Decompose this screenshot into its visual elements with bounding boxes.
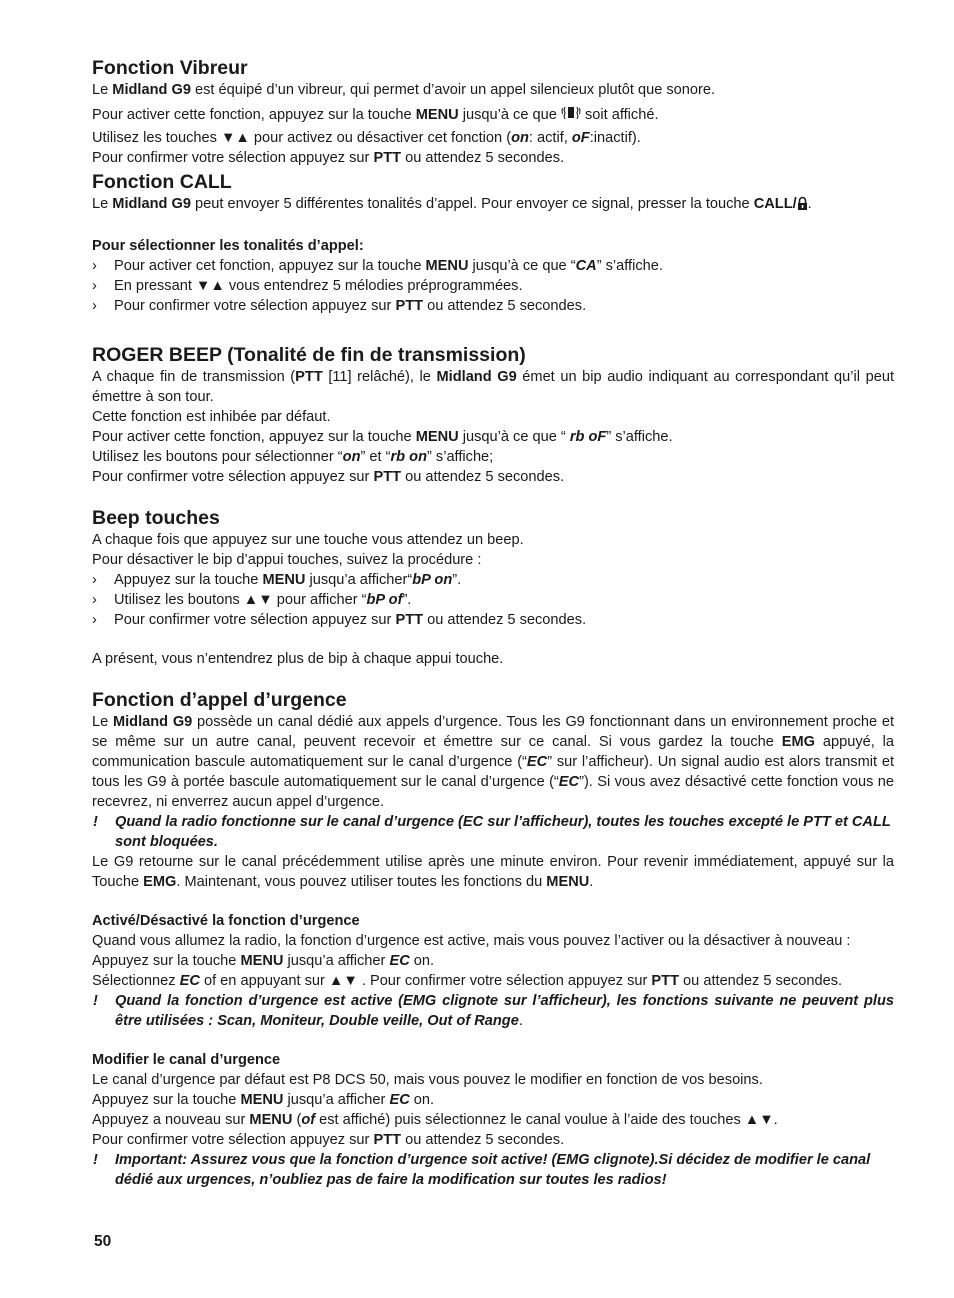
urgence-text-4: Appuyez sur la touche MENU jusqu’a afficher EC on. <box>92 953 435 969</box>
vibreur-text-2: Pour activer cette fonction, appuyez sur la touche MENU jusqu’à ce que soit affiché. <box>92 104 894 128</box>
beep-list-item: › Pour confirmer votre sélection appuyez sur PTT ou attendez 5 secondes. <box>92 610 894 630</box>
beep-text-2: Pour désactiver le bip d’appui touches, suivez la procédure : <box>92 552 482 568</box>
beep-text-3: A présent, vous n’entendrez plus de bip à chaque appui touche. <box>92 651 504 667</box>
urgence-warning-3: ! Important: Assurez vous que la fonction d’urgence soit active! (EMG clignote).Si décidez de modifier le canal dédié aux urgences, n’oubliez pas de faire la modification sur toutes les radios! <box>92 1150 894 1190</box>
page-content <box>92 56 894 1190</box>
lock-icon <box>797 196 808 217</box>
urgence-warning-2: ! Quand la fonction d’urgence est active (EMG clignote sur l’afficheur), les fonctions suivante ne peuvent plus être utilisées : Scan, Moniteur, Double veille, Out of Range. <box>92 991 894 1031</box>
urgence-text-8: Appuyez a nouveau sur MENU (of est affiché) puis sélectionnez le canal voulue à l’aide des touches ▲▼. <box>92 1112 778 1128</box>
urgence-text-3: Quand vous allumez la radio, la fonction d’urgence est active, mais vous pouvez l’activer ou la désactiver à nouveau : <box>92 933 851 949</box>
section-title-urgence: Fonction d’appel d’urgence <box>92 689 347 711</box>
roger-text-2: Cette fonction est inhibée par défaut. <box>92 409 331 425</box>
beep-list-item: › Appuyez sur la touche MENU jusqu’a afficher“bP on”. <box>92 570 894 590</box>
urgence-text-6: Le canal d’urgence par défaut est P8 DCS 50, mais vous pouvez le modifier en fonction de vos besoins. <box>92 1072 763 1088</box>
urgence-subheading-2: Modifier le canal d’urgence <box>92 1052 281 1068</box>
vibrate-icon <box>561 104 581 128</box>
urgence-warning-1: ! Quand la radio fonctionne sur le canal d’urgence (EC sur l’afficheur), toutes les touches excepté le PTT et CALL sont bloquées. <box>92 812 894 852</box>
page-number: 50 <box>94 1233 112 1250</box>
urgence-text-1: Le Midland G9 possède un canal dédié aux appels d’urgence. Tous les G9 fonctionnant dans un environnement proche et se même sur un autre canal, peuvent recevoir et émettre sur ce canal. Si vous gardez la touche EMG appuyé, la communication bascule automatiquement sur le canal d’urgence (“EC” sur l’afficheur). Un signal audio est alors transmit et tous les G9 à portée bascule automatiquement sur le canal d’urgence (“EC”). Si vous avez désactivé cette fonction vous ne recevrez, ni enverrez aucun appel d’urgence. <box>92 714 894 810</box>
section-title-beep: Beep touches <box>92 507 220 529</box>
urgence-subheading-1: Activé/Désactivé la fonction d’urgence <box>92 913 360 929</box>
section-title-vibreur: Fonction Vibreur <box>92 57 248 79</box>
section-title-call: Fonction CALL <box>92 171 232 193</box>
roger-text-4: Utilisez les boutons pour sélectionner “on” et “rb on” s’affiche; <box>92 449 494 465</box>
call-list-item: › En pressant ▼▲ vous entendrez 5 mélodies préprogrammées. <box>92 276 894 296</box>
call-text-1: Le Midland G9 peut envoyer 5 différentes tonalités d’appel. Pour envoyer ce signal, presser la touche CALL/ . <box>92 194 894 217</box>
roger-text-3: Pour activer cette fonction, appuyez sur la touche MENU jusqu’à ce que “ rb oF” s’affiche. <box>92 429 673 445</box>
beep-list-item: › Utilisez les boutons ▲▼ pour afficher “bP of”. <box>92 590 894 610</box>
roger-text-5: Pour confirmer votre sélection appuyez sur PTT ou attendez 5 secondes. <box>92 469 565 485</box>
vibreur-text-3: Utilisez les touches ▼▲ pour activez ou désactiver cet fonction (on: actif, oF:inactif). <box>92 130 641 146</box>
call-list-item: › Pour confirmer votre sélection appuyez sur PTT ou attendez 5 secondes. <box>92 296 894 316</box>
urgence-text-5: Sélectionnez EC of en appuyant sur ▲▼ . Pour confirmer votre sélection appuyez sur PTT ou attendez 5 secondes. <box>92 973 843 989</box>
call-subheading: Pour sélectionner les tonalités d’appel: <box>92 238 364 254</box>
urgence-text-2: Le G9 retourne sur le canal précédemment utilise après une minute environ. Pour revenir immédiatement, appuyé sur la Touche EMG. Maintenant, vous pouvez utiliser toutes les fonctions du MENU. <box>92 854 894 890</box>
call-list-item: › Pour activer cet fonction, appuyez sur la touche MENU jusqu’à ce que “CA” s’affiche. <box>92 256 894 276</box>
urgence-text-7: Appuyez sur la touche MENU jusqu’a afficher EC on. <box>92 1092 435 1108</box>
roger-text-1: A chaque fin de transmission (PTT [11] relâché), le Midland G9 émet un bip audio indiquant au correspondant qu’il peut émettre à son tour. <box>92 369 894 405</box>
vibreur-text-4: Pour confirmer votre sélection appuyez sur PTT ou attendez 5 secondes. <box>92 150 565 166</box>
beep-text-1: A chaque fois que appuyez sur une touche vous attendez un beep. <box>92 532 524 548</box>
section-title-roger-beep: ROGER BEEP (Tonalité de fin de transmission) <box>92 344 526 366</box>
vibreur-text-1: Le Midland G9 est équipé d’un vibreur, qui permet d’avoir un appel silencieux plutôt que sonore. <box>92 82 716 98</box>
urgence-text-9: Pour confirmer votre sélection appuyez sur PTT ou attendez 5 secondes. <box>92 1132 565 1148</box>
